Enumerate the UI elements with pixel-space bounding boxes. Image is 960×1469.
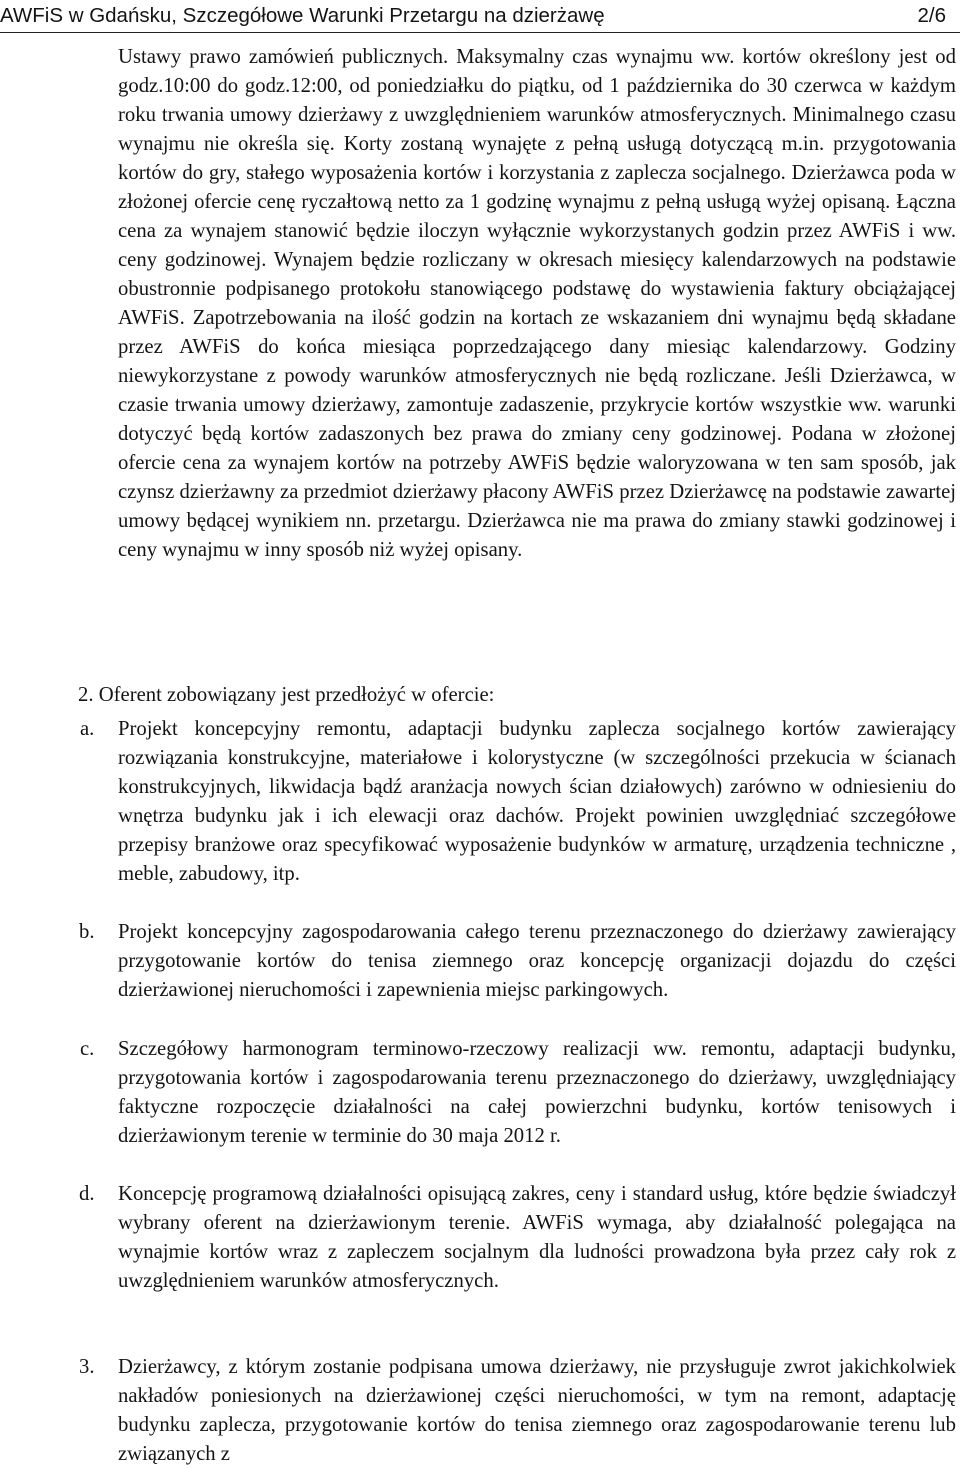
document-title: AWFiS w Gdańsku, Szczegółowe Warunki Przetargu na dzierżawę — [0, 4, 605, 27]
item-3-text: Dzierżawcy, z którym zostanie podpisana umowa dzierżawy, nie przysługuje zwrot jakichkolwiek nakładów poniesionych na dzierżawionej części nieruchomości, w tym na remont, adaptację budynku zaplecza, przygotowanie kortów do tenisa ziemnego oraz zagospodarowanie terenu lub związanych z — [118, 1356, 956, 1465]
page-number: 2/6 — [917, 4, 946, 27]
subitem-c-text: Szczegółowy harmonogram terminowo-rzeczowy realizacji ww. remontu, adaptacji budynku, przygotowania kortów i zagospodarowania terenu przeznaczonego do dzierżawy, uwzględniający faktyczne rozpoczęcie działalności na całej powierzchni budynku, kortów tenisowych i dzierżawionym terenie w terminie do 30 maja 2012 r. — [118, 1038, 956, 1147]
item-2-text: Oferent zobowiązany jest przedłożyć w ofercie: — [98, 684, 495, 706]
item-2-label: 2. — [78, 684, 94, 706]
subitem-d-label: d. — [79, 1183, 95, 1205]
item-2 — [78, 681, 494, 710]
subitem-c-label: c. — [80, 1038, 95, 1060]
subitem-a-text: Projekt koncepcyjny remontu, adaptacji budynku zaplecza socjalnego kortów zawierający rozwiązania konstrukcyjne, materiałowe i kolorystyczne (w szczególności przekucia w ścianach konstrukcyjnych, likwidacja bądź aranżacja nowych ścian działowych) zarówno w odniesieniu do wnętrza budynku jak i ich elewacji oraz dachów. Projekt powinien uwzględniać szczegółowe przepisy branżowe oraz specyfikować wyposażenie budynków w armaturę, urządzenia techniczne , meble, zabudowy, itp. — [118, 718, 956, 885]
page-header — [0, 0, 960, 40]
subitem-b-label: b. — [79, 921, 95, 943]
subitem-b-text: Projekt koncepcyjny zagospodarowania całego terenu przeznaczonego do dzierżawy zawierający przygotowanie kortów do tenisa ziemnego oraz koncepcję organizacji dojazdu do części dzierżawionej nieruchomości i zapewnienia miejsc parkingowych. — [118, 921, 956, 1001]
header-divider — [0, 32, 960, 33]
subitem-a-label: a. — [80, 718, 95, 740]
item-3-label: 3. — [79, 1356, 95, 1378]
subitem-d-text: Koncepcję programową działalności opisującą zakres, ceny i standard usług, które będzie świadczył wybrany oferent na dzierżawionym terenie. AWFiS wymaga, aby działalność polegająca na wynajmie kortów wraz z zapleczem socjalnym dla ludności prowadzona była przez cały rok z uwzględnieniem warunków atmosferycznych. — [118, 1183, 956, 1292]
continuation-paragraph: Ustawy prawo zamówień publicznych. Maksymalny czas wynajmu ww. kortów określony jest od godz.10:00 do godz.12:00, od poniedziałku do piątku, od 1 października do 30 czerwca w każdym roku trwania umowy dzierżawy z uwzględnieniem warunków atmosferycznych. Minimalnego czasu wynajmu nie określa się. Korty zostaną wynajęte z pełną usługą dotyczącą m.in. przygotowania kortów do gry, stałego wyposażenia kortów i korzystania z zaplecza socjalnego. Dzierżawca poda w złożonej ofercie cenę ryczałtową netto za 1 godzinę wynajmu z pełną usługą wyżej opisaną. Łączna cena za wynajem stanowić będzie iloczyn wyłącznie wykorzystanych godzin przez AWFiS i ww. ceny godzinowej. Wynajem będzie rozliczany w okresach miesięcy kalendarzowych na podstawie obustronnie podpisanego protokołu stanowiącego podstawę do wystawienia faktury obciążającej AWFiS. Zapotrzebowania na ilość godzin na kortach ze wskazaniem dni wynajmu będą składane przez AWFiS do końca miesiąca poprzedzającego dany miesiąc kalendarzowy. Godziny niewykorzystane z powody warunków atmosferycznych nie będą rozliczane. Jeśli Dzierżawca, w czasie trwania umowy dzierżawy, zamontuje zadaszenie, przykrycie kortów wszystkie ww. warunki dotyczyć będą kortów zadaszonych bez prawa do zmiany ceny godzinowej. Podana w złożonej ofercie cena za wynajem kortów na potrzeby AWFiS będzie waloryzowana w ten sam sposób, jak czynsz dzierżawny za przedmiot dzierżawy płacony AWFiS przez Dzierżawcę na podstawie zawartej umowy będącej wynikiem nn. przetargu. Dzierżawca nie ma prawa do zmiany stawki godzinowej i ceny wynajmu w inny sposób niż wyżej opisany. — [118, 46, 956, 561]
